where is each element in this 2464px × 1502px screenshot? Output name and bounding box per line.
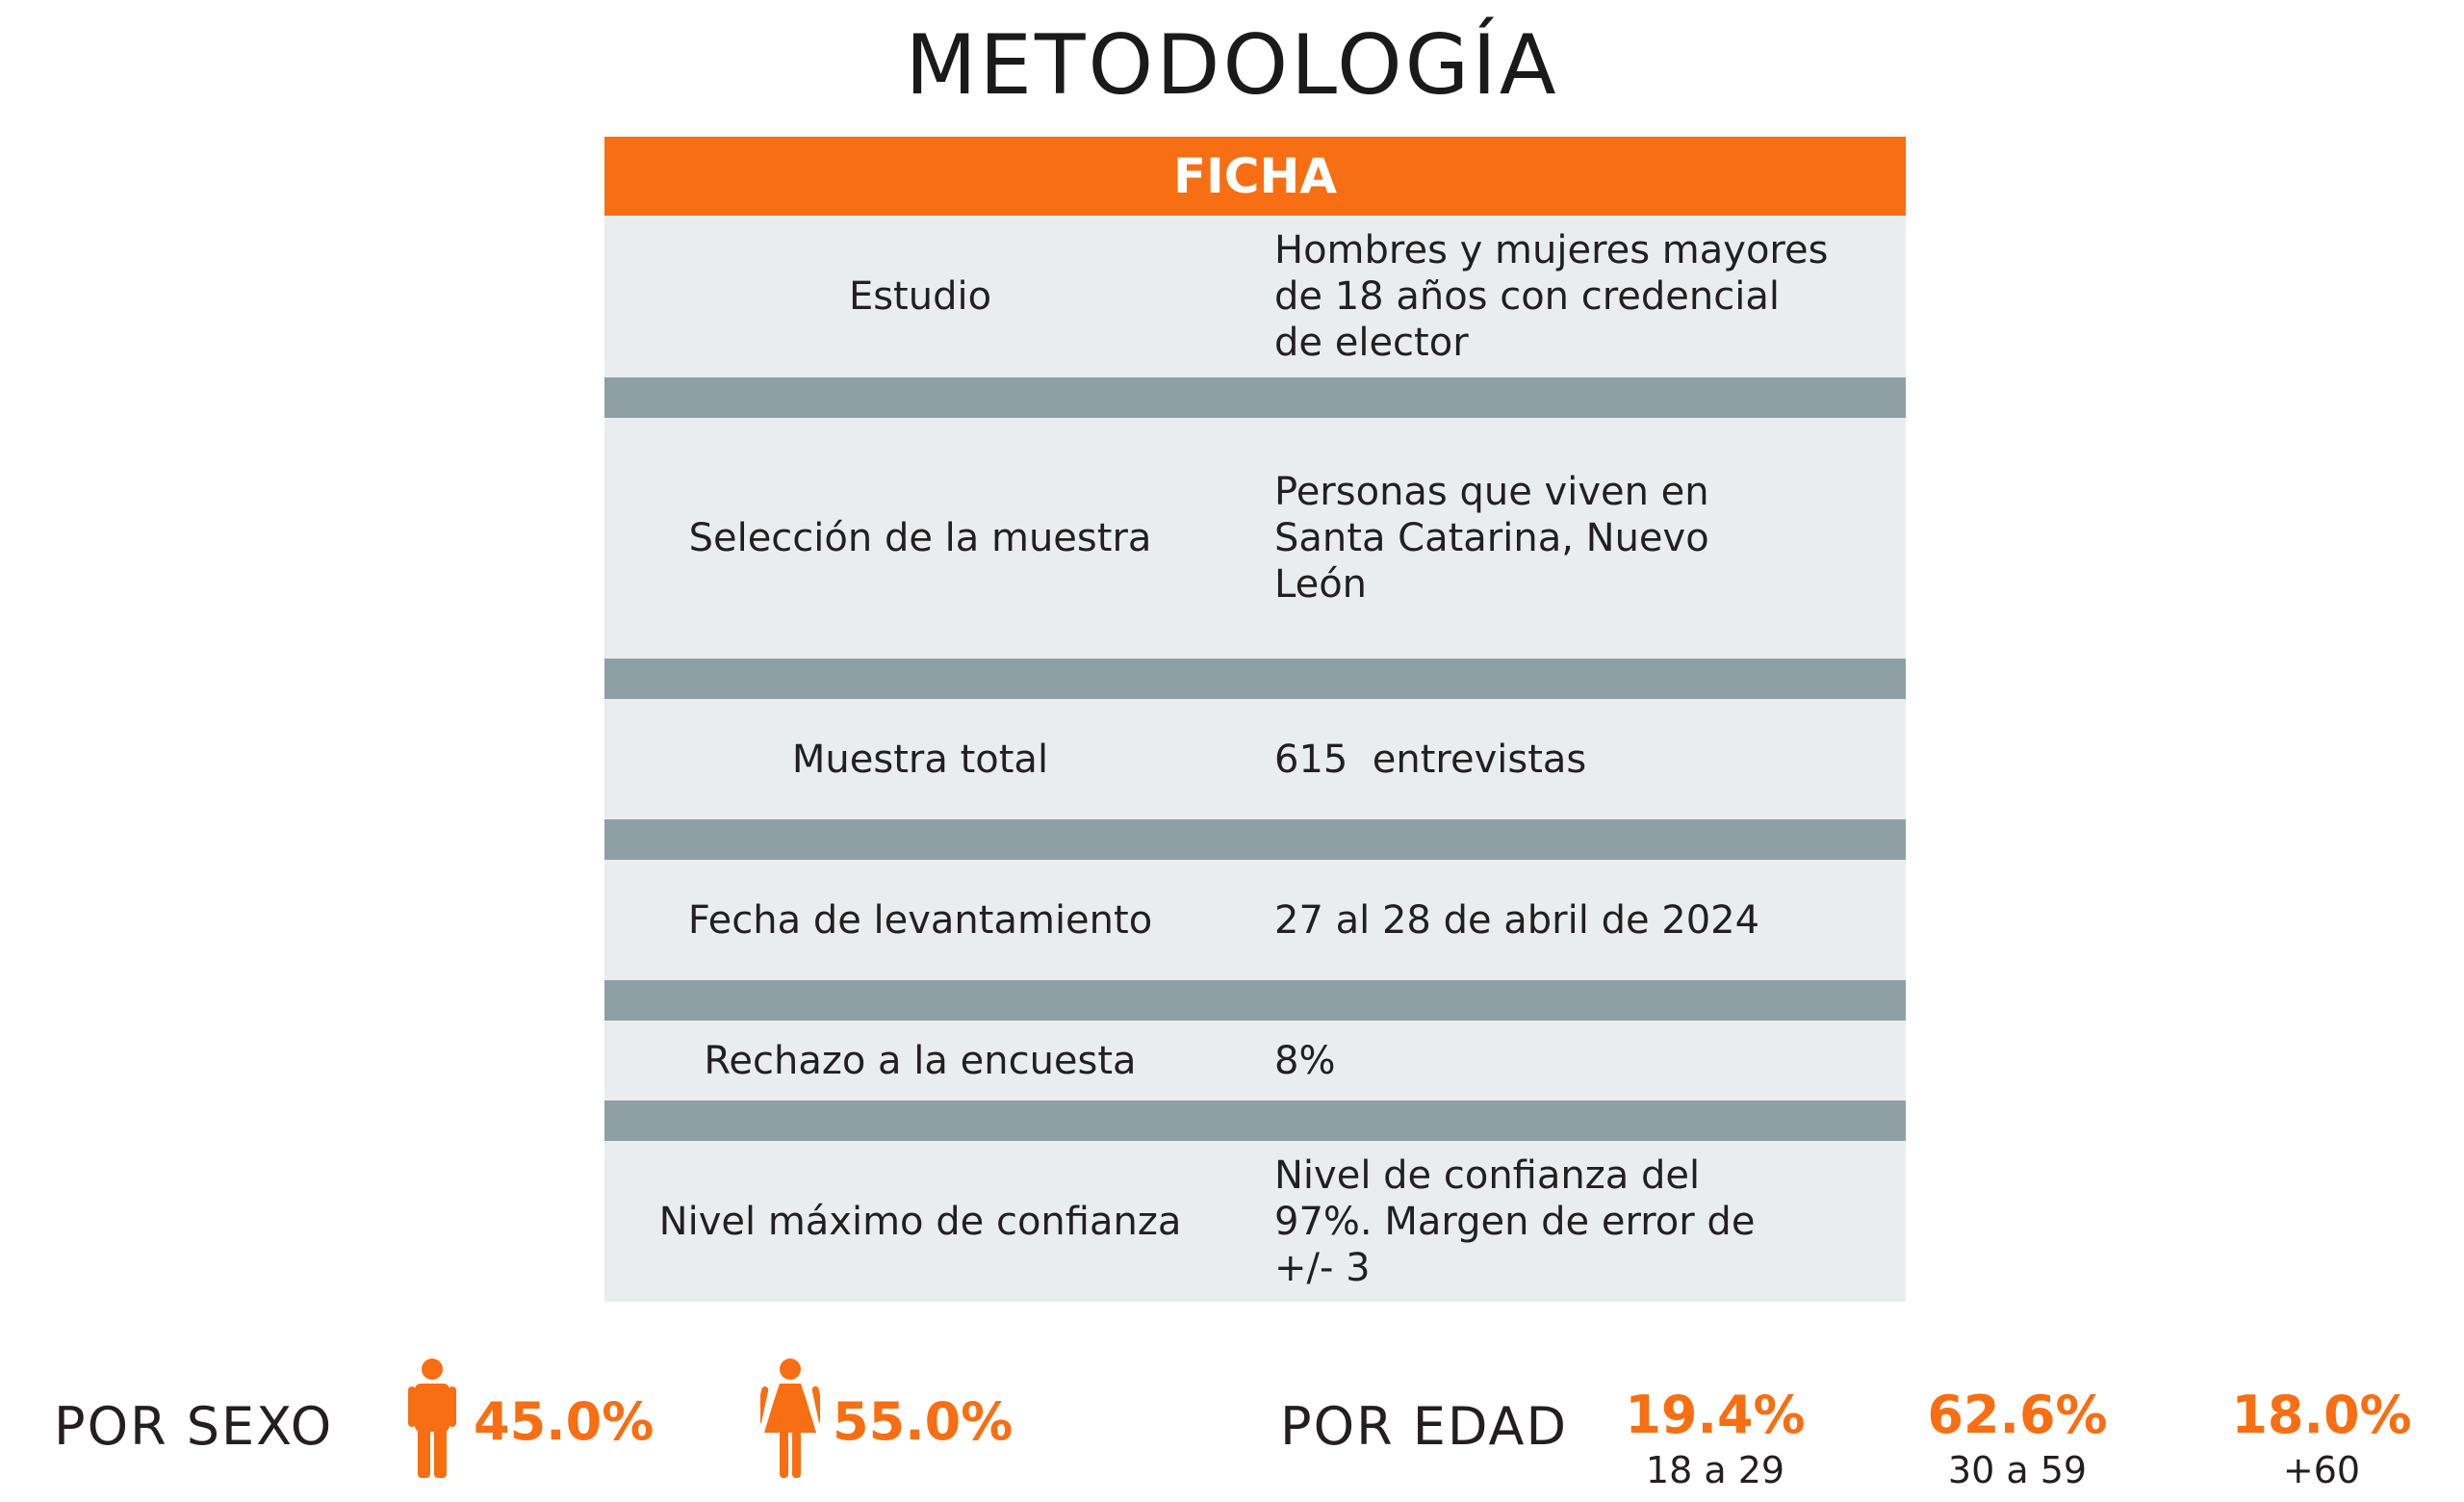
por-edad-label: POR EDAD	[1280, 1396, 1569, 1457]
age-percentage: 18.0%	[2231, 1385, 2412, 1445]
age-range-label: 30 a 59	[1947, 1449, 2088, 1491]
male-person-icon	[408, 1358, 456, 1478]
row-label: Estudio	[848, 274, 992, 319]
ficha-table	[604, 137, 1906, 1302]
row-label: Muestra total	[791, 737, 1049, 782]
hombres-percentage: 45.0%	[474, 1391, 654, 1452]
age-range-label: 18 a 29	[1645, 1449, 1785, 1491]
row-separator	[604, 980, 1906, 1021]
ficha-row-seleccion	[604, 418, 1906, 659]
page-title: METODOLOGÍA	[905, 17, 1559, 114]
mujeres-percentage: 55.0%	[833, 1391, 1014, 1452]
row-separator	[604, 377, 1906, 418]
row-value: Nivel de confianza del 97%. Margen de error de +/- 3	[1274, 1152, 1756, 1290]
por-sexo-label: POR SEXO	[54, 1396, 334, 1457]
age-group-18-29	[1600, 1385, 1831, 1494]
ficha-row-muestra-total	[604, 699, 1906, 819]
ficha-header: FICHA	[604, 137, 1906, 216]
row-separator	[604, 819, 1906, 860]
row-separator	[604, 659, 1906, 699]
row-label: Fecha de levantamiento	[687, 897, 1153, 943]
row-value: Hombres y mujeres mayores de 18 años con credencial de elector	[1274, 228, 1829, 365]
row-label: Nivel máximo de confianza	[658, 1199, 1182, 1244]
ficha-row-confianza	[604, 1141, 1906, 1302]
age-range-label: +60	[2282, 1449, 2361, 1491]
age-percentage: 19.4%	[1625, 1385, 1806, 1445]
row-label: Selección de la muestra	[688, 516, 1152, 560]
ficha-row-fecha	[604, 860, 1906, 980]
female-person-icon	[760, 1358, 820, 1478]
ficha-row-estudio	[604, 216, 1906, 377]
ficha-row-rechazo	[604, 1021, 1906, 1101]
row-label: Rechazo a la encuesta	[704, 1038, 1137, 1083]
row-value: 27 al 28 de abril de 2024	[1274, 897, 1760, 943]
row-value: 615 entrevistas	[1274, 737, 1587, 782]
age-group-60-plus	[2206, 1385, 2437, 1494]
age-percentage: 62.6%	[1927, 1385, 2108, 1445]
row-value: Personas que viven en Santa Catarina, Nuevo León	[1274, 470, 1709, 607]
age-group-30-59	[1902, 1385, 2133, 1494]
row-value: 8%	[1274, 1038, 1336, 1083]
row-separator	[604, 1101, 1906, 1141]
